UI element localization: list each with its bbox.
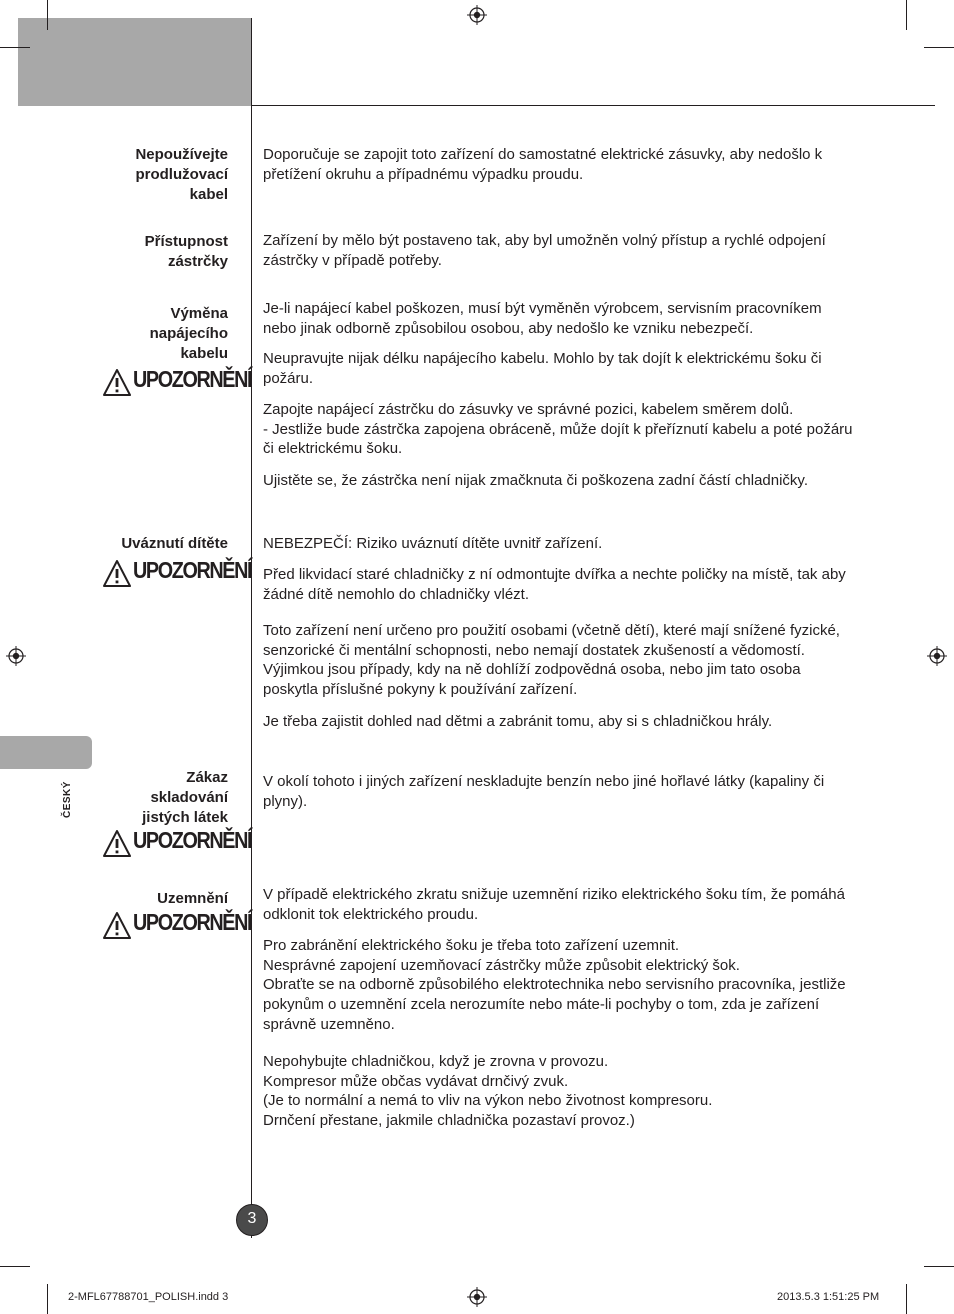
crop-mark	[0, 47, 30, 48]
section-label: Výměna napájecího kabelu	[149, 305, 228, 362]
warning-label: UPOZORNĚNÍ	[133, 557, 252, 583]
column-divider	[251, 18, 252, 1238]
section-label: Uváznutí dítěte	[121, 535, 228, 552]
paragraph: Před likvidací staré chladničky z ní odmontujte dvířka a nechte poličky na místě, tak aby žádné dítě nemohlo do chladničky vlézt.	[263, 566, 846, 603]
paragraph: Neupravujte nijak délku napájecího kabelu. Mohlo by tak dojít k elektrickému šoku či požáru.	[263, 350, 822, 387]
section-label: Přístupnost zástrčky	[144, 233, 228, 270]
paragraph: Zařízení by mělo být postaveno tak, aby byl umožněn volný přístup a rychlé odpojení zástrčky v případě potřeby.	[263, 232, 826, 269]
crop-mark	[0, 1266, 30, 1267]
crop-mark	[906, 1284, 907, 1314]
footer-timestamp: 2013.5.3 1:51:25 PM	[777, 1291, 880, 1303]
paragraph: Ujistěte se, že zástrčka není nijak zmačknuta či poškozena zadní částí chladničky.	[263, 472, 808, 489]
registration-mark-icon	[927, 646, 947, 666]
paragraph: Nepohybujte chladničkou, když je zrovna v provozu. Kompresor může občas vydávat drnčivý zvuk. (Je to normální a nemá to vliv na výkon nebo životnost kompresoru. Drnčení přestane, jakmile chladnička pozastaví provoz.)	[263, 1053, 713, 1130]
paragraph: V případě elektrického zkratu snižuje uzemnění riziko elektrického šoku tím, že pomáhá odklonit tok elektrického proudu.	[263, 886, 845, 923]
section-label: Nepoužívejte prodlužovací kabel	[135, 146, 228, 203]
section-label: Uzemnění	[157, 890, 228, 907]
paragraph: V okolí tohoto i jiných zařízení neskladujte benzín nebo jiné hořlavé látky (kapaliny či plyny).	[263, 773, 825, 810]
warning-label: UPOZORNĚNÍ	[133, 366, 252, 392]
warning-badge	[102, 909, 252, 945]
warning-triangle-icon	[102, 829, 132, 859]
paragraph: Pro zabránění elektrického šoku je třeba toto zařízení uzemnit. Nesprávné zapojení uzemňovací zástrčky může způsobit elektrický šok. Obraťte se na odborně způsobilého elektrotechnika nebo servisního pracovníka, jestliže pokynům o uzemnění zcela nerozumíte nebo máte-li pochyby o tom, zda je zařízení správně uzemněno.	[263, 937, 846, 1033]
warning-badge	[102, 557, 252, 593]
registration-mark-icon	[467, 5, 487, 25]
crop-mark	[924, 1266, 954, 1267]
language-tab	[0, 736, 92, 769]
warning-triangle-icon	[102, 368, 132, 398]
warning-badge	[102, 366, 252, 402]
crop-mark	[47, 1284, 48, 1314]
paragraph: Toto zařízení není určeno pro použití osobami (včetně dětí), které mají snížené fyzické, senzorické či mentální schopnosti, nebo nemají dostatek zkušeností a vědomostí. Výjimkou jsou případy, kdy na ně dohlíží zodpovědná osoba, nebo jim tato osoba poskytla příslušné pokyny k používání zařízení.	[263, 622, 840, 699]
footer-file: 2-MFL67788701_POLISH.indd 3	[68, 1291, 229, 1303]
crop-mark	[924, 47, 954, 48]
language-label: ČESKÝ	[62, 781, 73, 818]
warning-label: UPOZORNĚNÍ	[133, 827, 252, 853]
section-label: Zákaz skladování jistých látek	[142, 769, 228, 826]
paragraph: Doporučuje se zapojit toto zařízení do samostatné elektrické zásuvky, aby nedošlo k přetížení okruhu a případnému výpadku proudu.	[263, 146, 823, 183]
warning-triangle-icon	[102, 911, 132, 941]
paragraph: Je-li napájecí kabel poškozen, musí být vyměněn výrobcem, servisním pracovníkem nebo jinak odborně způsobilou osobou, aby nedošlo ke vzniku nebezpečí.	[263, 300, 822, 337]
registration-mark-icon	[6, 646, 26, 666]
header-rule	[251, 105, 935, 106]
page-number: 3	[236, 1204, 268, 1236]
warning-triangle-icon	[102, 559, 132, 589]
registration-mark-icon	[467, 1287, 487, 1307]
paragraph: Zapojte napájecí zástrčku do zásuvky ve správné pozici, kabelem směrem dolů. - Jestliže bude zástrčka zapojena obráceně, může dojít k přeříznutí kabelu a poté požáru či elektrickému šoku.	[263, 401, 853, 458]
paragraph: NEBEZPEČÍ: Riziko uváznutí dítěte uvnitř zařízení.	[263, 535, 603, 552]
header-block	[18, 18, 251, 106]
warning-label: UPOZORNĚNÍ	[133, 909, 252, 935]
crop-mark	[906, 0, 907, 30]
crop-mark	[47, 0, 48, 30]
paragraph: Je třeba zajistit dohled nad dětmi a zabránit tomu, aby si s chladničkou hrály.	[263, 713, 773, 730]
warning-badge	[102, 827, 252, 863]
